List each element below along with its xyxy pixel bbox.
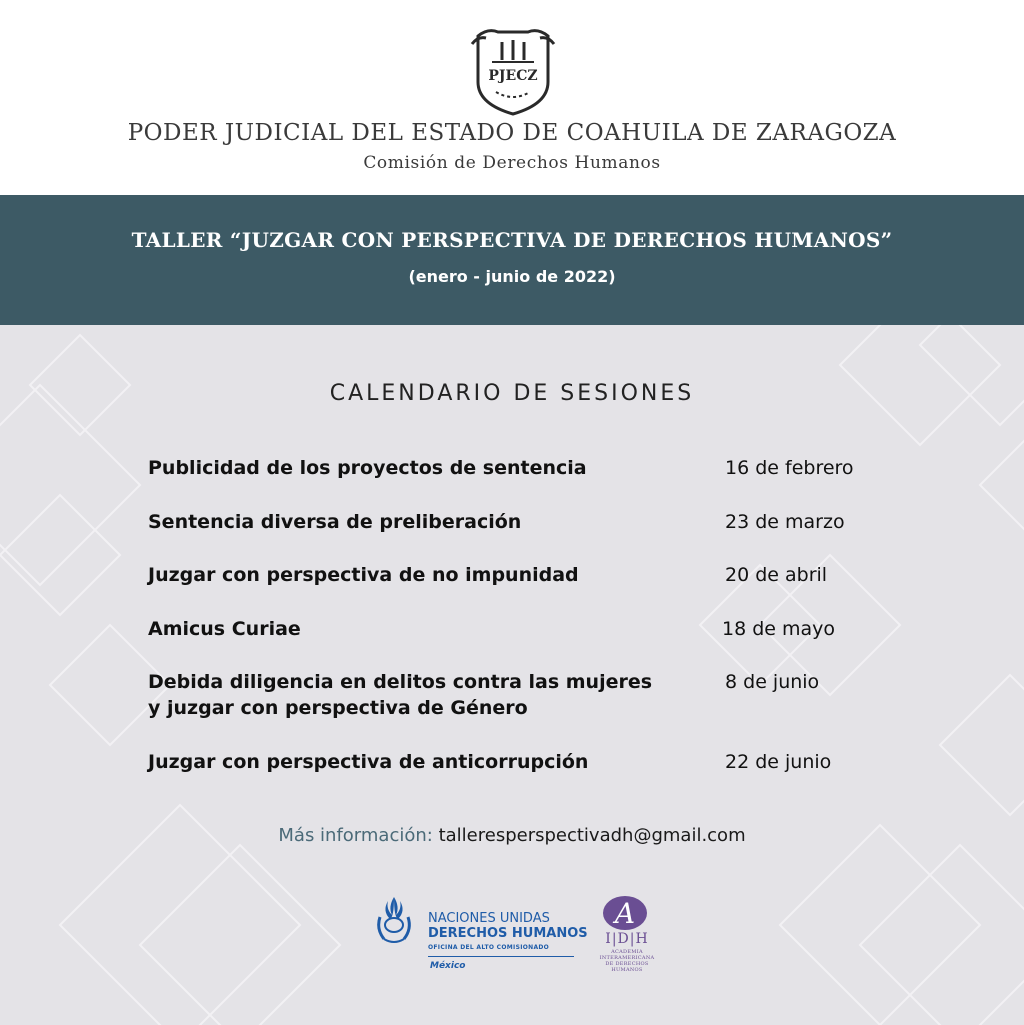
org-subtitle: Comisión de Derechos Humanos	[363, 153, 661, 173]
logo-text: PJECZ	[488, 68, 538, 84]
contact-email-link[interactable]: talleresperspectivadh@gmail.com	[438, 825, 746, 846]
svg-text:A: A	[614, 897, 636, 930]
session-date: 18 de mayo	[722, 618, 836, 640]
session-date: 22 de junio	[725, 751, 832, 773]
un-office: OFICINA DEL ALTO COMISIONADO	[428, 944, 550, 951]
session-title: Amicus Curiae	[148, 618, 301, 640]
session-date: 20 de abril	[725, 564, 828, 586]
session-date: 8 de junio	[725, 671, 820, 693]
un-hr-name: DERECHOS HUMANOS	[428, 926, 588, 941]
session-date: 16 de febrero	[725, 457, 854, 479]
idh-academy-logo-icon	[600, 895, 650, 931]
idh-initials: I|D|H	[605, 931, 649, 947]
workshop-period: (enero - junio de 2022)	[408, 267, 616, 286]
title-banner	[0, 195, 1024, 325]
un-name: NACIONES UNIDAS	[428, 911, 550, 926]
un-divider	[428, 956, 574, 957]
un-wreath-icon	[374, 895, 414, 947]
calendar-title: CALENDARIO DE SESIONES	[329, 381, 695, 406]
idh-full-name: ACADEMIA INTERAMERICANA DE DERECHOS HUMANOS	[599, 949, 655, 973]
org-name: PODER JUDICIAL DEL ESTADO DE COAHUILA DE ZARAGOZA	[127, 120, 897, 146]
pjecz-shield-logo	[468, 22, 558, 116]
contact-info	[0, 825, 1024, 846]
contact-label: Más información:	[278, 825, 433, 846]
calendar-section	[0, 325, 1024, 1025]
session-title: Juzgar con perspectiva de anticorrupción	[148, 751, 589, 773]
session-title: Publicidad de los proyectos de sentencia	[148, 457, 587, 479]
session-date: 23 de marzo	[725, 511, 845, 533]
header	[0, 0, 1024, 195]
session-title: Debida diligencia en delitos contra las mujeres y juzgar con perspectiva de Género	[148, 671, 653, 719]
session-title: Sentencia diversa de preliberación	[148, 511, 522, 533]
workshop-title: TALLER “JUZGAR CON PERSPECTIVA DE DERECHOS HUMANOS”	[131, 228, 893, 252]
session-title: Juzgar con perspectiva de no impunidad	[148, 564, 579, 586]
un-country: México	[430, 961, 466, 971]
